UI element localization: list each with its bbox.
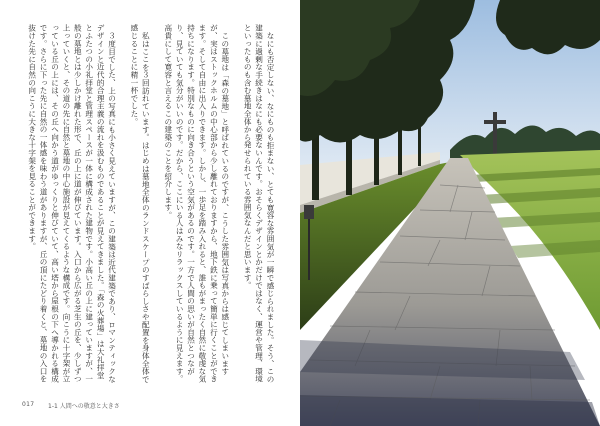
paragraph: ３度目でした、上の写真にも小さく見えていますが、この建築は近代建築であり、ロマンティックなデザインと近代的合理主義の流れを汲むものであることが見えてきました。「森の火葬場」は大礼拝堂とふたつの小礼拝堂と管理スペースが一体に構成された建物です。小高い丘の上に建っていますが、一般の墓地とは少しかけ離れた形で、丘の上に道が伸びています。入口から広がる芝生の丘を、少しずつ上っていくと、その道の先に自然と墓地の中心施設が見えてくるような構成です。向こうに十字架が立っている丘の上には、その丘へ向かう道がゆっくりと伸びていて、高い塔から屋根の下へ導かれる構成です。さらに下った先に自然の一体感を味わう道がありますが、丘の頂にたどり着くと、墓地の入口を抜けた先に自然の向こうに大きな十字架を見ることができます。 <box>27 24 117 383</box>
paragraph: この墓地は「森の墓地」と呼ばれているのですが、こうした雰囲気は写真からは感じてしまいますが、実はストックホルムの中心部から少し離れておりますから、地下鉄に乗って簡単に行くことができます。そして自由に出入りできます。しかし、一歩足を踏み入れると、誰もがまったく自然に敬虔な気持ちになります。特別なものに向き合うという空気があるのです。一方で人間の思いが自然とつながり、見ていても気分がいいのです。だから、ここにいる人はみなリラックスしているように見えます。高貴にして寛容と言えるこの建築のことを紹介します。 <box>163 24 230 383</box>
page-number: 017 <box>22 401 35 408</box>
paragraph: 私はここを３回訪れています。はじめは墓地全体のランドスケープのすばらしさや配置を身体全体で感じることに精一杯でした。 <box>129 24 151 383</box>
photo-page <box>300 0 600 426</box>
cemetery-path-photo <box>300 0 600 426</box>
running-head: 1-1 人間への敬意と大きさ <box>48 403 120 410</box>
body-text <box>22 24 276 384</box>
paragraph: なにも否定しない、なにものも拒まない、とても寛容な雰囲気が一瞬で感じられました。そう、この建築に過剰な手続きはなにも必要ないんです。おそらくデザインとかだけではなく、運営や管理、環境といったものも含む墓地全体から発せられている雰囲気なんだと思います。 <box>243 24 275 383</box>
